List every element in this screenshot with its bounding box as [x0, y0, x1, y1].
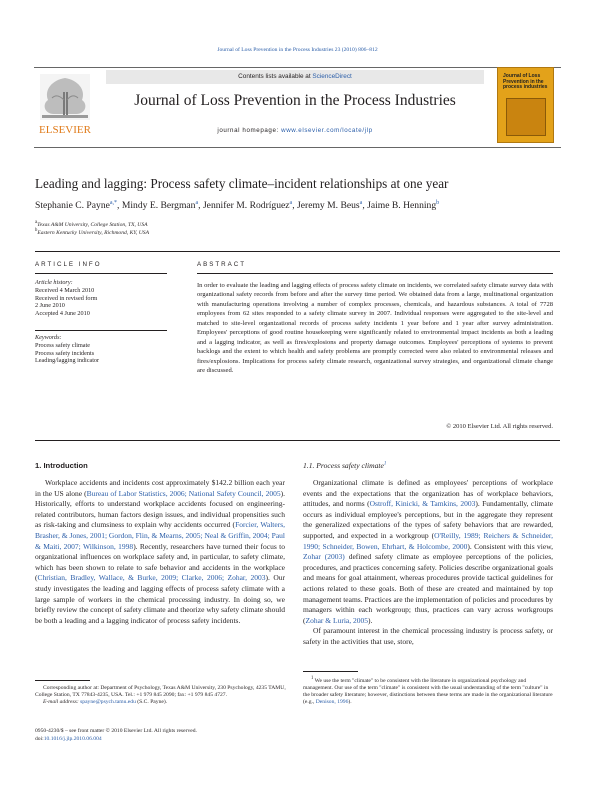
journal-title: Journal of Loss Prevention in the Process Industries: [134, 92, 456, 109]
affiliation: $^a$Texas A&M University, College Station, TX, USA: [35, 220, 148, 228]
elsevier-logo: [34, 70, 96, 142]
author-name: Mindy E. Bergman: [121, 200, 196, 212]
paragraph: Workplace accidents and incidents cost approximately $142.2 billion each year in the US alone (Bureau of Labor Statistics, 2006; National Safety Council, 2005). Historically, efforts to understand workplace accidents focused on engineering-related contributors, human factors design issues, and individual propensities such as risk-taking and clumsiness to explain why accidents occurred (Forcier, Walters, Brasher, & Jones, 2001; Gordon, Flin, & Mearns, 2005; Neal & Griffin, 2004; Paul & Maiti, 2007; Wilkinson, 1998). Recently, researchers have turned their focus to organizational influences on workplace safety and, in particular, to safety climate, which has been shown to relate to safe behavior and accidents in the workplace (Christian, Bradley, Wallace, & Burke, 2009; Clarke, 2006; Zohar, 2003). Our study investigates the leading and lagging effects of process safety climate with a large sample of workers in the chemical processing industry. In doing so, we briefly review the concept of safety climate and theorize why safety climate should be both a leading and a lagging indicator of process safety incidents.: [35, 478, 286, 625]
paragraph: Of paramount interest in the chemical processing industry is process safety, or safety in the activities that use, store,: [303, 626, 553, 646]
corresponding-author-footnote: Corresponding author at: Department of Psychology, Texas A&M University, 230 Psychology, 4235 TAMU, College Station, TX 77843-4235, USA. Tel.: +1 979 845 2090; fax: +1 979 845 4727. E-mail address: spayne@psych.tamu.edu (S.C. Payne).: [35, 685, 286, 706]
contents-bar: Contents lists available at ScienceDirect: [106, 70, 484, 84]
email-link[interactable]: spayne@psych.tamu.edu: [80, 699, 136, 706]
citation-link[interactable]: Zohar (2003): [303, 552, 345, 562]
keyword: Leading/lagging indicator: [35, 357, 100, 365]
article-title: Leading and lagging: Process safety climate–incident relationships at one year: [35, 176, 449, 191]
footnote-divider: [35, 680, 90, 681]
citation-link[interactable]: Ostroff, Kinicki, & Tamkins, 2003: [369, 499, 476, 509]
author-name: Stephanie C. Payne: [35, 200, 110, 212]
sciencedirect-link[interactable]: ScienceDirect: [312, 73, 352, 80]
issn-line: 0950-4230/$ – see front matter © 2010 Elsevier Ltd. All rights reserved.: [35, 728, 197, 734]
publisher-wordmark: ELSEVIER: [39, 124, 91, 136]
author-affiliation-marker[interactable]: a,*: [109, 200, 118, 206]
citation-link[interactable]: Christian, Bradley, Wallace, & Burke, 2009; Clarke, 2006; Zohar, 2003: [37, 573, 266, 583]
journal-homepage: journal homepage: www.elsevier.com/locate/jlp: [217, 127, 373, 134]
journal-cover-thumbnail: [497, 67, 554, 143]
article-history: Article history: Received 4 March 2010 Received in revised form 2 June 2010 Accepted 4 June 2010: [35, 279, 167, 318]
doi-line: doi:10.1016/j.jlp.2010.06.004: [35, 736, 102, 742]
cover-title: Journal of Loss Prevention in the process industries: [503, 73, 548, 90]
divider: [35, 251, 560, 252]
process-safety-climate-body: [303, 478, 553, 648]
section-heading-introduction: 1. Introduction: [35, 461, 88, 470]
author-affiliation-marker[interactable]: a: [195, 200, 199, 206]
author-affiliation-marker[interactable]: a: [359, 200, 363, 206]
introduction-body: [35, 478, 285, 626]
author-name: Jaime B. Henning: [367, 200, 437, 212]
citation-link[interactable]: O'Reilly, 1989; Reichers & Schneider, 1990; Schneider, Bowen, Ehrhart, & Holcombe, 2000: [303, 530, 553, 551]
history-entry: Received in revised form: [35, 294, 98, 302]
author-affiliation-marker[interactable]: b: [436, 200, 440, 206]
abstract-heading: ABSTRACT: [197, 261, 247, 268]
author-list: Stephanie C. Payne$^{a,*}$, Mindy E. Bergman$^a$, Jennifer M. Rodríguez$^a$, Jeremy M. Beus$^a$, Jaime B. Henning$^b$: [35, 200, 440, 212]
divider: [35, 440, 560, 441]
article-info-heading: ARTICLE INFO: [35, 261, 102, 268]
journal-citation: Journal of Loss Prevention in the Process Industries 23 (2010) 806–812: [217, 47, 378, 53]
history-entry: Accepted 4 June 2010: [35, 310, 90, 318]
history-entry: Received 4 March 2010: [35, 286, 95, 294]
paragraph: Organizational climate is defined as employees' perceptions of workplace events and the expectations that the organization has of workplace behaviors, attitudes, and norms (Ostroff, Kinicki, & Tamkins, 2003). Fundamentally, climate occurs as individual employee's perceptions, but in the aggregate they represent the generalized expectations of the types of safety behaviors that are rewarded, supported, and expected in a workgroup (O'Reilly, 1989; Reichers & Schneider, 1990; Schneider, Bowen, Ehrhart, & Holcombe, 2000). Consistent with this view, Zohar (2003) defined safety climate as employee perceptions of the policies, procedures, and practices concerning safety. Policies describe organizational goals and means for goal attainment, whereas procedures provide tactical guidelines for actions related to these goals. Both of these are created and maintained by top management teams. Practices are the implementation of policies and procedures by managers within each workgroup; thus, practices can vary across workgroups (Zohar & Luria, 2005).: [303, 478, 553, 625]
citation-link[interactable]: Bureau of Labor Statistics, 2006; National Safety Council, 2005: [86, 488, 281, 498]
divider: [197, 273, 553, 274]
climate-footnote: $^1$ We use the term "climate" to be consistent with the literature in organizational psychology and management. Our use of the term "climate" is consistent with the usual understanding of the term "culture" in the broader safety literature; however, distinctions between these terms are made in the organizational literature (e.g., Denison, 1996).: [303, 676, 553, 706]
footnote-marker[interactable]: 1: [383, 461, 387, 467]
abstract-copyright: © 2010 Elsevier Ltd. All rights reserved.: [446, 423, 553, 430]
keyword: Process safety incidents: [35, 349, 95, 357]
homepage-link[interactable]: www.elsevier.com/locate/jlp: [281, 127, 373, 134]
divider: [35, 330, 167, 331]
keyword: Process safety climate: [35, 341, 90, 349]
cover-image: [506, 98, 546, 136]
section-heading-process-safety-climate: 1.1. Process safety climate$^1$: [303, 461, 387, 470]
footnote-divider: [303, 671, 358, 672]
affiliation: $^b$Eastern Kentucky University, Richmond, KY, USA: [35, 228, 149, 236]
citation-link[interactable]: Forcier, Walters, Brasher, & Jones, 2001; Gordon, Flin, & Mearns, 2005; Neal & Griffin, 2004; Paul & Maiti, 2007; Wilkinson, 1998: [35, 520, 285, 551]
author-affiliation-marker[interactable]: a: [289, 200, 293, 206]
history-entry: 2 June 2010: [35, 302, 65, 310]
author-name: Jennifer M. Rodríguez: [202, 200, 290, 212]
keywords: Keywords: Process safety climate Process safety incidents Leading/lagging indicator: [35, 334, 167, 365]
abstract-text: In order to evaluate the leading and lagging effects of process safety climate on incidents, we correlated safety climate survey data with organizational safety records from before and after the survey time period. We obtained data from a large, multinational organization with manufacturing operations involving a number of complex processes, chemicals, and hazardous substances. A total of 7728 employees from 62 sites responded to a safety climate survey in 2007. Individual responses were aggregated to the site-level and matched to site-level organizational records of process safety incidents 1 year before and 1 year after survey administration. Employees' perceptions of good routine housekeeping were significantly related to environmental impact incidents as both a leading and a lagging indicator, as well as fires/explosions and property damage outcomes. Employees' perceptions of systems to prevent backlogs and the extent to which health and safety problems are promptly corrected were also related to environmental releases and fires/explosions. Implications for process safety climate research, organizational survey strategies, and organizational climate change are discussed.: [197, 282, 553, 375]
citation-link[interactable]: Denison, 1996: [315, 699, 349, 706]
divider: [35, 273, 167, 274]
citation-link[interactable]: Zohar & Luria, 2005: [305, 615, 368, 625]
doi-link[interactable]: 10.1016/j.jlp.2010.06.004: [43, 736, 102, 742]
author-name: Jeremy M. Beus: [297, 200, 360, 212]
